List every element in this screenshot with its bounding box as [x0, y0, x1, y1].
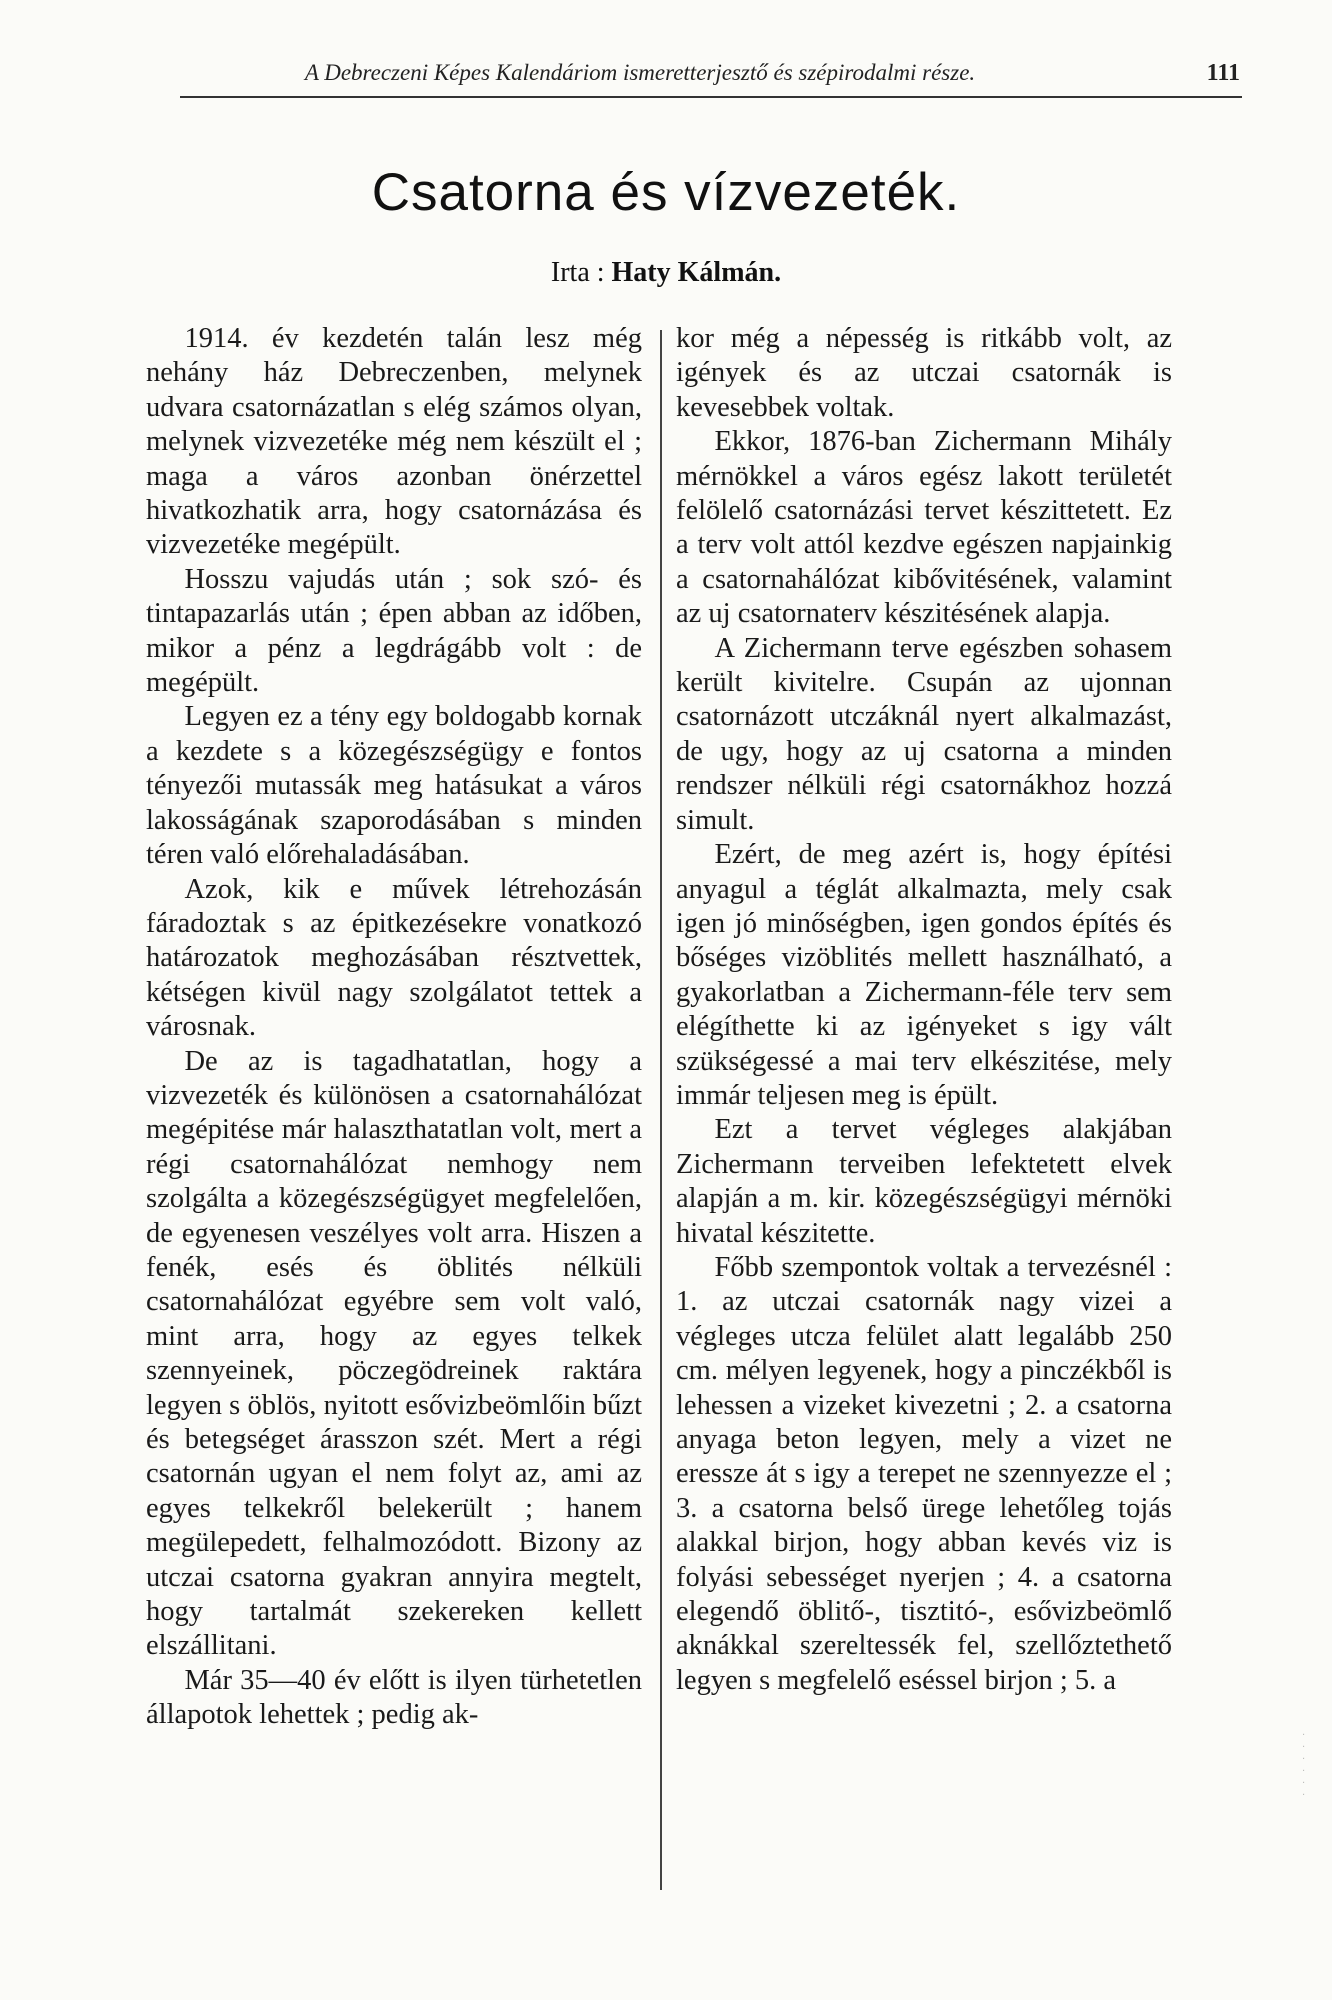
paragraph: Ekkor, 1876-ban Zichermann Mihály mérnökkel a város egész lakott területét felölelő csatornázási tervet készittetett. Ez a terv volt attól kezdve egészen napjainkig a csatornahálózat kibővitésének, valamint az uj csatornaterv készitésének alapja. [676, 426, 1172, 630]
paragraph: Főbb szempontok voltak a tervezésnél : 1. az utczai csatornák nagy vizei a végleges utcza felület alatt legalább 250 cm. mélyen legyenek, hogy a pinczékből is lehessen a vizeket kivezetni ; 2. a csatorna anyaga beton legyen, mely a vizet ne eressze át s igy a terepet ne szennyezze el ; 3. a csatorna belső ürege lehetőleg tojás alakkal birjon, hogy abban kevés viz is folyási sebességet nyerjen ; 4. a csatorna elegendő öblitő-, tisztitó-, esővizbeömlő aknákkal szereltessék fel, szellőztethető legyen s megfelelő eséssel birjon ; 5. a [676, 1251, 1172, 1696]
column-divider [660, 330, 662, 1890]
paragraph: A Zichermann terve egészben sohasem került kivitelre. Csupán az ujonnan csatornázott utczáknál nyert alkalmazást, de ugy, hogy az uj csatorna a minden rendszer nélküli régi csatornákhoz hozzá simult. [676, 632, 1172, 836]
left-column [146, 322, 642, 1733]
running-title: A Debreczeni Képes Kalendáriom ismeretterjesztő és szépirodalmi része. [304, 60, 976, 85]
paragraph: Már 35—40 év előtt is ilyen türhetetlen állapotok lehettek ; pedig ak- [146, 1664, 642, 1731]
paragraph: kor még a népesség is ritkább volt, az igények és az utczai csatornák is kevesebbek voltak. [676, 323, 1172, 423]
header-rule [180, 96, 1242, 98]
byline-prefix: Irta : [550, 257, 605, 288]
margin-specks: · · · · · · [1302, 1730, 1306, 1801]
right-column [676, 322, 1172, 1698]
byline [0, 257, 1332, 289]
author-name: Haty Kálmán. [611, 257, 782, 288]
paragraph: De az is tagadhatatlan, hogy a vizvezeték és különösen a csatornahálózat megépitése már halaszthatatlan volt, mert a régi csatornahálózat nemhogy nem szolgálta a közegészségügyet megfelelően, de egyenesen veszélyes volt arra. Hiszen a fenék, esés és öblités nélküli csatornahálózat egyébre sem volt való, mint arra, hogy az egyes telkek szennyeinek, pöczegödreinek raktára legyen s öblös, nyitott esővizbeömlőin bűzt és betegséget árasszon szét. Mert a régi csatornán ugyan el nem folyt az, ami az egyes telkekről belekerült ; hanem megülepedett, felhalmozódott. Bizony az utczai csatorna gyakran annyira megtelt, hogy tartalmát szekereken kellett elszállitani. [146, 1045, 642, 1662]
paragraph: Azok, kik e művek létrehozásán fáradoztak s az épitkezésekre vonatkozó határozatok meghozásában résztvettek, kétségen kivül nagy szolgálatot tettek a városnak. [146, 873, 642, 1043]
paragraph: Ezt a tervet végleges alakjában Zichermann terveiben lefektetett elvek alapján a m. kir. közegészségügyi mérnöki hivatal készitette. [676, 1114, 1172, 1249]
paragraph: Hosszu vajudás után ; sok szó- és tintapazarlás után ; épen abban az időben, mikor a pénz a legdrágább volt : de megépült. [146, 563, 642, 699]
page-number: 111 [1206, 60, 1240, 86]
paragraph: Ezért, de meg azért is, hogy építési anyagul a téglát alkalmazta, mely csak igen jó minőségben, igen gondos építés és bőséges vizöblités mellett használható, a gyakorlatban a Zichermann-féle terv sem elégíthette ki az igényeket s igy vált szükségessé a mai terv elkészitése, mely immár teljesen meg is épült. [676, 839, 1172, 1111]
article-title: Csatorna és vízvezeték. [371, 163, 961, 222]
paragraph: Legyen ez a tény egy boldogabb kornak a kezdete s a közegészségügy e fontos tényezői mutassák meg hatásukat a város lakosságának szaporodásában s minden téren való előrehaladásában. [146, 701, 642, 871]
paragraph: 1914. év kezdetén talán lesz még nehány ház Debreczenben, melynek udvara csatornázatlan s elég számos olyan, melynek vizvezetéke még nem készült el ; maga a város azonban önérzettel hivatkozhatik arra, hogy csatornázása és vizvezetéke megépült. [146, 323, 642, 561]
